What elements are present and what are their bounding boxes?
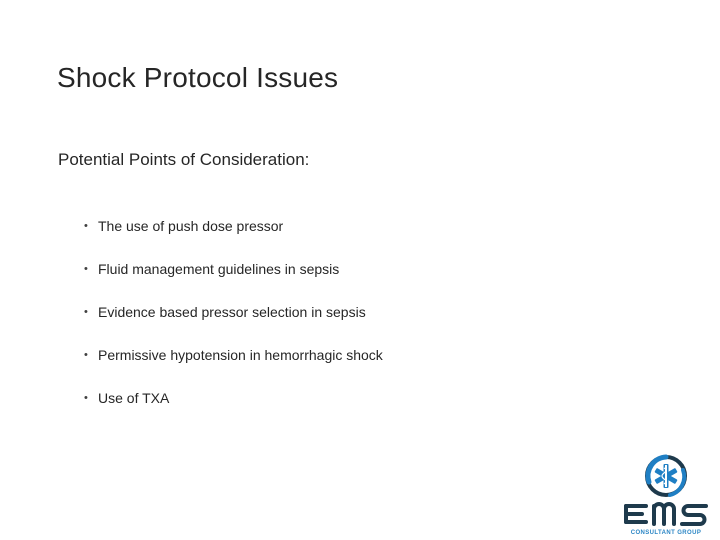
star-of-life-icon [647,457,685,495]
bullet-icon: • [84,263,88,275]
bullet-text: Evidence based pressor selection in sepsis [98,304,366,320]
bullet-text: Use of TXA [98,390,170,406]
logo-tagline: CONSULTANT GROUP [630,530,702,536]
logo-graphic [618,452,714,530]
bullet-icon: • [84,306,88,318]
bullet-icon: • [84,349,88,361]
list-item [84,216,383,259]
list-item [84,302,383,345]
bullet-text: Permissive hypotension in hemorrhagic shock [98,347,383,363]
slide-title: Shock Protocol Issues [57,62,339,93]
list-item [84,345,383,388]
list-item [84,259,383,302]
list-item [84,388,383,431]
bullet-text: Fluid management guidelines in sepsis [98,261,340,277]
bullet-icon: • [84,220,88,232]
ems-wordmark [624,504,706,524]
bullet-list [84,216,383,431]
ems-logo [618,452,714,540]
slide-subtitle: Potential Points of Consideration: [58,150,310,169]
bullet-text: The use of push dose pressor [98,218,284,234]
bullet-icon: • [84,392,88,404]
